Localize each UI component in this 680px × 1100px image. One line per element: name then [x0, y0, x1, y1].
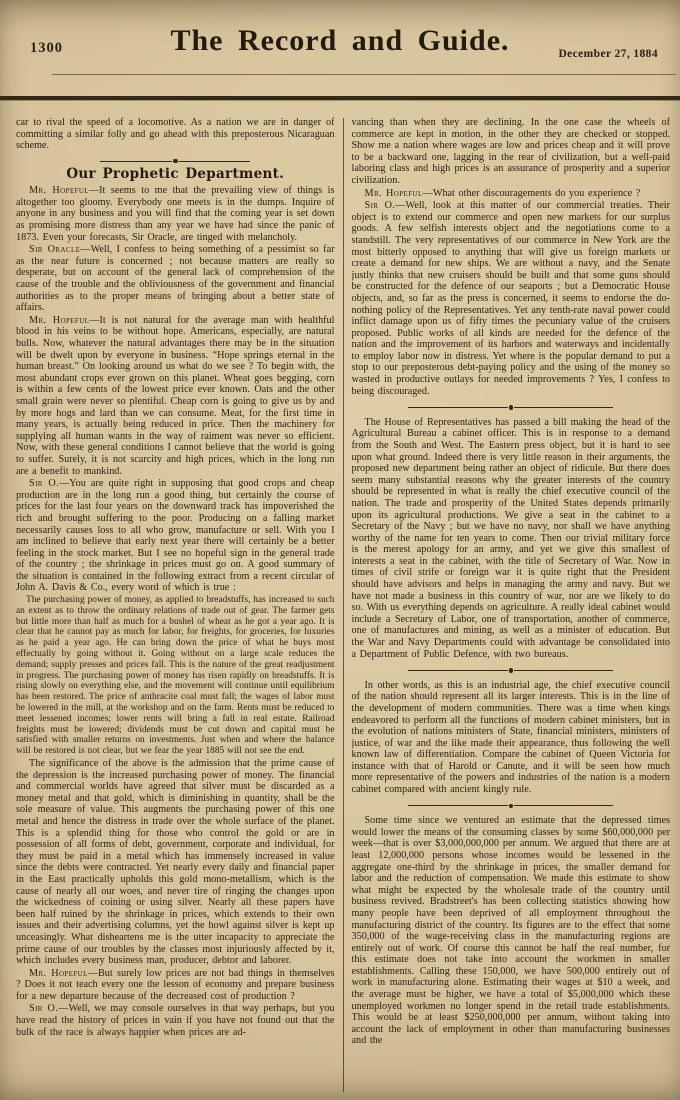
- section-heading: Our Prophetic Department.: [66, 166, 285, 183]
- dialogue-paragraph: [16, 968, 335, 1003]
- dialogue-text: —You are quite right in supposing that good crops and cheap production are in the long run a good thing, but certainly the course of prices for the last four years on the downward track has impoverished the rich and brought suffering to the poor. Producing on a falling market necessarily causes loss to all who grow, manufacture or sell. With you I am inclined to believe that early next year there will certainly be a better feeling in the stock market. But I see no hopeful sign in the general trade of the country ; the shrinkage in prices must go on. A good summary of the situation is contained in the following extract from a recent circular of John A. Davis & Co., every word of which is true :: [16, 478, 335, 594]
- page-number: 1300: [30, 40, 63, 56]
- dialogue-text: —What other discouragements do you experience ?: [422, 187, 641, 199]
- article-columns: [16, 116, 670, 1092]
- speaker-name: Sir O.: [364, 200, 396, 212]
- continuation-paragraph: car to rival the speed of a locomotive. As a nation we are in danger of committing a similar folly and go ahead with this preposterous Nicaraguan scheme.: [16, 117, 335, 152]
- dialogue-paragraph: [352, 200, 671, 397]
- continuation-paragraph: vancing than when they are declining. In the one case the wheels of commerce are kept in motion, in the other they are checked or stopped. Show me a nation where wages are low and prices cheap and it will prove to be a backward one, lagging in the rear of civilization, but a well-paid laboring class and high prices is an assurance of prosperity and a superior civilization.: [351, 117, 670, 186]
- dialogue-text: —It is not natural for the average man with healthful blood in his veins to be without hope. Americans, especially, are natural bulls. Now, whatever the natural advantages there may be in the situation will be dwelt upon by everyone in business. “Hope springs eternal in the human breast.” On looking around us what do we see ? To begin with, the most abundant crops ever grown on this planet. Wheat goes begging, corn is within a few cents of the lowest price ever known. Oats and the other small grain were never so plentiful. Cheap corn is going to give us by and by more hogs and lard than we can consume. Meat, for the first time in many years, is actually being reduced in price. Then the machinery for supplying all human wants in the way of raiment was never so efficient. Now, with these general conditions I cannot believe that the world is going to suffer. Surely, it is not scarcity and high prices, which in the long run are a benefit to mankind.: [16, 314, 335, 477]
- speaker-name: Mr. Hopeful: [29, 967, 88, 979]
- header-hairline-rule: [52, 74, 676, 75]
- page-header: [0, 0, 680, 96]
- divider-dot-icon: [509, 405, 514, 410]
- divider-line: [514, 805, 613, 806]
- speaker-name: Mr. Hopeful: [364, 187, 423, 199]
- divider-dot-icon: [173, 159, 178, 164]
- dialogue-paragraph: [352, 188, 671, 200]
- editorial-paragraph: Some time since we ventured an estimate that the depressed times would lower the means of the consuming classes by some $60,000,000 per week—that is over $3,000,000,000 per annum. We argued that there are at least 12,000,000 persons whose incomes would be lessened in the aggregate one-third by the shrinkage in prices, the smaller demand for labor and the reduction of compensation. We made this estimate to show what might be expected by the wholesale trade of the country until business revived. Bradstreet's has been collecting statistics showing how many people have been deprived of all employment throughout the manufacturing district of the country. Its figures are to the effect that some 350,000 of the wage-receiving class in the manufacturing regions are entirely out of work. Of course this cannot be half the real number, for this estimate does not take into account the workmen in smaller establishments. Calling these 150,000, we have 500,000 entirely out of work in manufacturing alone. Estimating their wages at $10 a week, and the average must be higher, we have a total of $5,000,000 which these unemployed workmen no longer spend in the retail trade establishments. This would be at least $250,000,000 per annum, without taking into account the lack of employment in other than manufacturing businesses and the: [351, 815, 670, 1047]
- dialogue-paragraph: [16, 1003, 335, 1038]
- editorial-paragraph: The House of Representatives has passed a bill making the head of the Agricultural Bureau a cabinet officer. This is in response to a demand from the South and West. The Eastern press object, but it is hard to see upon what ground. Indeed there is very little reason in their arguments, the proposed new department being rather an object of ridicule. But there does seem many substantial reasons why the greater interests of the country should be represented in what is really the chief executive council of the nation. The trade and prosperity of the United States depends primarily upon its agricultural productions. We give a seat in the cabinet to a Secretary of the Navy ; but we have no navy, nor shall we have anything worthy of the name for ten years to come. Then our trivial military force is the merest apology for an army, and yet we give this smallest of interests a seat in the cabinet, with the title of Secretary of War. Now in times of civil strife or foreign war it is quite right that the President should have advisors and helps in managing the army and navy. But we have not made a business in this country of war, nor are we likely to do so. With us everything depends on agriculture. A really ideal cabinet would include a Secretary of Labor, one of transportation, another of commerce, one of manufactures and mining, as well as a minister of education. But the War and Navy Departments could with advantage be consolidated into a Department of Public Defence, with two bureaus.: [351, 416, 670, 660]
- speaker-name: Sir O.: [29, 1003, 59, 1015]
- dialogue-paragraph: [16, 185, 335, 243]
- header-thick-rule: [0, 96, 680, 100]
- masthead-title: The Record and Guide.: [170, 24, 510, 57]
- dialogue-text: —But surely low prices are not bad things in themselves ? Does it not teach every one the lesson of economy and prepare business for a new departure because of the decreased cost of production ?: [16, 967, 335, 1002]
- divider-dot-icon: [509, 804, 514, 809]
- dialogue-paragraph: [16, 244, 335, 314]
- divider-line: [408, 805, 507, 806]
- divider-line: [408, 670, 507, 671]
- left-column: [16, 116, 335, 1092]
- section-divider-ornament: [408, 668, 613, 673]
- section-divider-ornament: [408, 405, 613, 410]
- divider-line: [179, 161, 251, 162]
- divider-line: [514, 407, 613, 408]
- editorial-paragraph: The significance of the above is the admission that the prime cause of the depression is the increased purchasing power of money. The financial and commercial worlds have agreed that silver must be discarded as a money metal and that gold, which is diminishing in quantity, shall be the sole measure of value. This augments the purchasing power of this one metal and hence the distress in trade over the whole surface of the planet. This is a splendid thing for those who control the gold or are in possession of all forms of debt, government, corporate and individual, for they must be paid in a metal which has immensely increased in value since the debts were contracted. Yet nearly every daily and financial paper in the East practically upholds this gold mono-metallism, which is the cause of nearly all our woes, and never tire of ringing the changes upon the wickedness of coining or using silver. Nearly all these papers have been half ruined by the shrinkage in prices, which extends to their own issues and their advertising columns, yet the howl against silver is kept up unceasingly. What disheartens me is the utter incapacity to appreciate the prime cause of our troubles by the classes most injuriously affected by it, which includes every business man, producer, debtor and laborer.: [16, 758, 335, 967]
- section-divider-ornament: [408, 804, 613, 809]
- divider-dot-icon: [509, 668, 514, 673]
- speaker-name: Sir Oracle: [29, 244, 81, 256]
- editorial-paragraph: In other words, as this is an industrial age, the chief executive council of the nation should represent all its larger interests. This is in the line of the development of modern communities. There was a time when kings endeavored to perform all the functions of modern cabinet ministers, but in the evolution of nations ministers of State, financial ministers, ministers of justice, of war and the like made their appearance, thus following the well known law of differentiation. Compare the cabinet of Queen Victoria for instance with that of Harold or Canute, and it will be seen how much more representative of the powers and industries of the nation is a modern cabinet compared with ancient kingly rule.: [351, 679, 670, 796]
- speaker-name: Sir O.: [29, 478, 60, 490]
- right-column: [352, 116, 671, 1092]
- divider-line: [408, 407, 507, 408]
- column-divider-rule: [343, 118, 344, 1092]
- dialogue-text: —It seems to me that the prevailing view of things is altogether too gloomy. Everybody one meets is in the dumps. Inquire of anyone in any business and you will find that the coming year is set down as promising more distress than any year we have had since the panic of 1873. Even your forecasts, Sir Oracle, are tinged with melancholy.: [16, 185, 335, 243]
- dialogue-text: —Well, look at this matter of our commercial treaties. Their object is to extend our commerce and open new markets for our surplus goods. A few selfish interests object and the negotiations come to a standstill. The very representatives of our commerce in New York are the most bitterly opposed to anything that will give us foreign markets or create a demand for new ships. We are without a navy, and the Senate justly thinks that new cruisers should be built and that some guns should be constructed for the defence of our seaports ; but a Democratic House objects, and, so far as the press is concerned, it seems to endorse the do-nothing policy of the Representatives. Yet any tenth-rate naval power could inflict damage upon us of fifty times the pecuniary value of the cruisers proposed. Public works of all kinds are needed for the defence of the nation and the improvement of its harbors and waterways and incidentally to employ labor now in distress. Yet where is the popular demand to put a stop to our preposterous debt-paying policy and the using of the money so wasted in productive outlays for needed improvements ? Yes, I confess to being discouraged.: [351, 200, 670, 397]
- speaker-name: Mr. Hopeful: [29, 185, 89, 197]
- issue-date: December 27, 1884: [558, 48, 658, 60]
- dialogue-text: —Well, we may console ourselves in that way perhaps, but you have read the history of prices in vain if you have not found out that the bulk of the race is always happier when prices are ad-: [16, 1003, 335, 1038]
- section-divider-ornament: [100, 159, 250, 164]
- dialogue-paragraph: [16, 478, 335, 594]
- dialogue-text: —Well, I confess to being something of a pessimist so far as the near future is concerned ; not because matters are really so desperate, but on account of the general lack of comprehension of the cause of the trouble and the obliviousness of the government and financial authorities as to the proper means of bringing about a better state of affairs.: [16, 244, 335, 314]
- dialogue-paragraph: [16, 315, 335, 477]
- quoted-extract-paragraph: The purchasing power of money, as applied to breadstuffs, has increased to such an extent as to throw the ordinary relations of trade out of gear. The farmer gets but little more than half as much for a bushel of wheat as he got a year ago. It is clear that he cannot pay as much for labor, for freights, for groceries, for luxuries as he paid a year ago. He can bring down the price of what he buys most effectually by going without it. Going without on a large scale reduces the demand; supply presses and prices fall. This is the nature of the great readjustment in progress. The purchasing power of money has risen rapidly on breadstuffs. It is rising slowly on everything else, and the movement will continue until equilibrium has been restored. The price of anthracite coal must fall; the wages of labor must be lowered in the mill, at the workshop and on the farm. Rents must be reduced to meet lessened incomes; lower rents will bring a fall in real estate. Railroad freights must be lowered; dividends must be cut down and capital must be satisfied with smaller returns on investments. Just when and where the balance will be restored is not clear, but we fear the year 1885 will not see the end.: [16, 595, 335, 757]
- divider-line: [514, 670, 613, 671]
- speaker-name: Mr. Hopeful: [29, 314, 90, 326]
- divider-line: [100, 161, 172, 162]
